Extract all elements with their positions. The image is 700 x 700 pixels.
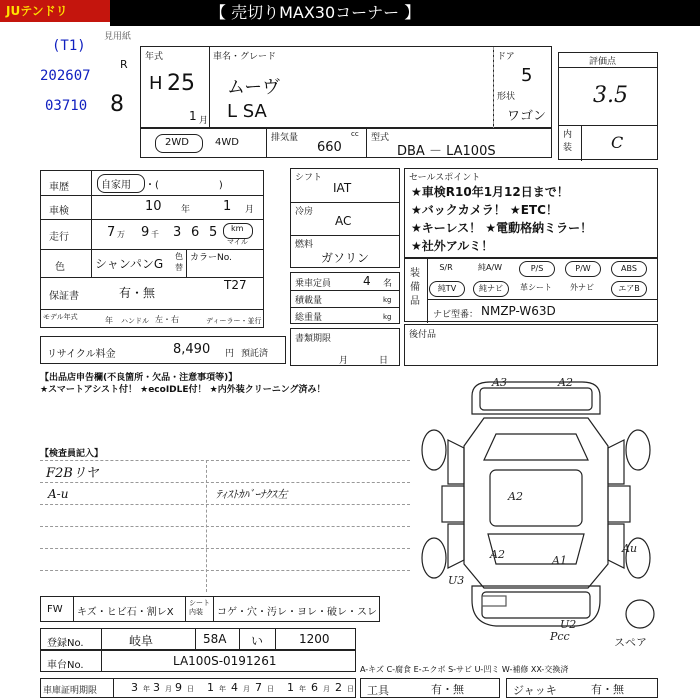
equip-airbag: エアB [611, 281, 647, 297]
recycle-block [40, 336, 286, 364]
sales-point-1: ★車検R10年1月12日まで！ [411, 185, 569, 199]
doc-deadline-label: 書類期限 [295, 334, 332, 344]
damage-mark-8: Pcc [550, 630, 570, 643]
top-info-block [140, 46, 552, 128]
color-code-label: カラーNo. [190, 253, 232, 263]
registration-number: 1200 [299, 632, 330, 646]
load-unit: kg [383, 296, 392, 304]
header-logo [0, 0, 110, 22]
spare-label: スペア [614, 636, 647, 646]
model-change-year: 年 [105, 316, 113, 325]
shift-label: シフト [295, 173, 323, 183]
history-label: 車歴 [49, 182, 69, 193]
damage-mark-2: A2 [558, 376, 573, 389]
mileage-d1: 7 [107, 225, 116, 240]
color-change: 色替 [175, 252, 183, 272]
nav-model-label: ナビ型番： [433, 310, 479, 320]
color-value: シャンパンG [95, 257, 164, 271]
aircon-value: AC [335, 214, 352, 228]
equip-alloy: 純A/W [477, 263, 503, 272]
mileage-d2: 9 [141, 225, 150, 240]
exhibit-notes-label: 【出品店申告欄(不良箇所・欠品・注意事項等)】 [40, 373, 238, 383]
cert-digit-3: 9 [175, 681, 182, 694]
color-label: 色 [55, 262, 65, 273]
cert-unit-9: 日 [347, 685, 354, 693]
history-rest: ・( ) [145, 180, 223, 191]
year-era: H [149, 73, 163, 94]
cert-digit-6: 7 [255, 681, 262, 694]
type-label: 型式 [371, 133, 390, 143]
jack-label: ジャッキ [513, 684, 557, 697]
recycle-value: 8,490 [173, 342, 211, 357]
seat-items: コゲ・穴・汚レ・ヨレ・破レ・スレ [217, 607, 377, 618]
equip-nav: 純ナビ [473, 281, 509, 297]
model-label: 車名・グレード [213, 52, 277, 62]
capacity-unit: 名 [383, 279, 393, 289]
cert-digit-7: 1 [287, 681, 294, 694]
cert-digit-5: 4 [231, 681, 238, 694]
recycle-note: 預託済 [241, 349, 269, 359]
shape-label: 形状 [497, 92, 516, 102]
inspection-month-unit: 月 [245, 205, 255, 215]
sales-point-3: ★キーレス！ ★電動格納ミラー！ [411, 221, 593, 235]
displacement-value: 660 [317, 140, 342, 155]
tools-value: 有・無 [431, 683, 464, 696]
weight-label: 総重量 [295, 313, 323, 323]
sales-point-2: ★バックカメラ！ ★ETC！ [411, 203, 558, 217]
mileage-unit-km: km [231, 224, 244, 233]
fw-row [40, 596, 380, 622]
handle-value: 左・右 [155, 315, 179, 324]
cert-unit-7: 年 [299, 685, 306, 693]
jack-box [506, 678, 658, 698]
inspection-label: 車検 [49, 206, 69, 217]
cert-unit-8: 月 [323, 685, 330, 693]
shift-value: IAT [333, 181, 352, 195]
model-change-label: モデル年式 [43, 313, 78, 321]
recycle-label: リサイクル料金 [47, 349, 116, 360]
chassis-label: 車台No. [47, 660, 84, 671]
sales-point-4: ★社外アルミ！ [411, 239, 494, 253]
year-month: 1 [189, 109, 197, 123]
fw-label: FW [47, 604, 63, 615]
shape-value: ワゴン [507, 109, 547, 124]
retrofit-label: 後付品 [409, 330, 437, 340]
exhibit-notes-line: ★スマートアシスト付！ ★ecoIDLE付！ ★内外装クリーニング済み！ [40, 385, 326, 395]
cert-digit-8: 6 [311, 681, 318, 694]
cert-digit-9: 2 [335, 681, 342, 694]
stub-text: 見用紙 [104, 32, 132, 42]
damage-mark-3: A2 [508, 490, 523, 503]
inspector-label: 【検査員記入】 [40, 449, 104, 459]
equip-sr: S/R [439, 263, 453, 272]
history-value: 自家用 [101, 180, 131, 191]
recycle-unit: 円 [225, 349, 235, 359]
inspector-note-2: A-u [48, 487, 69, 501]
cert-digit-1: 3 [131, 681, 138, 694]
damage-mark-7: U2 [560, 618, 577, 631]
interior-value: C [611, 133, 624, 152]
model-grade: L SA [227, 101, 267, 122]
drive-2wd: 2WD [165, 137, 189, 148]
retrofit-block [404, 324, 658, 366]
equip-tv: 純TV [429, 281, 465, 297]
fuel-label: 燃料 [295, 240, 314, 250]
lot-stub: R [120, 58, 128, 71]
nav-model-value: NMZP-W63D [481, 304, 556, 318]
registration-kana: い [251, 634, 264, 648]
cert-unit-3: 日 [187, 685, 194, 693]
damage-mark-4: A1 [552, 554, 567, 567]
damage-mark-5: A2 [490, 548, 505, 561]
color-code-block [186, 248, 264, 325]
mileage-u2: 千 [151, 230, 159, 239]
capacity-value: 4 [363, 274, 371, 288]
tools-box [360, 678, 500, 698]
fuel-value: ガソリン [321, 251, 370, 265]
inspection-year: 10 [145, 199, 162, 214]
drive-4wd: 4WD [215, 137, 239, 148]
inspection-month: 1 [223, 199, 232, 214]
registration-place: 岐阜 [129, 634, 154, 648]
equip-aftermarket-nav: 外ナビ [570, 283, 594, 292]
type-value: DBA － LA100S [397, 144, 496, 159]
registration-row [40, 628, 356, 650]
mileage-unit-mile: マイル [227, 238, 248, 246]
cert-unit-4: 年 [219, 685, 226, 693]
sales-points-block [404, 168, 658, 258]
displacement-label: 排気量 [271, 133, 299, 143]
chassis-value: LA100S-0191261 [173, 654, 277, 668]
cert-digit-4: 1 [207, 681, 214, 694]
doc-deadline-block [290, 328, 400, 366]
inspector-area [40, 460, 410, 592]
aircon-label: 冷房 [295, 207, 314, 217]
equip-pw: P/W [565, 261, 601, 277]
load-label: 積載量 [295, 296, 323, 306]
logo-text: JUテンドリ [6, 4, 68, 18]
displacement-unit: cc [351, 130, 359, 138]
equip-leather: 革シート [520, 283, 552, 292]
warranty-value: 有・無 [119, 286, 156, 300]
doc-deadline-month: 月 [339, 356, 349, 366]
lot-line-3: 03710 [45, 98, 88, 114]
cert-digit-2: 3 [153, 681, 160, 694]
score-label: 評価点 [589, 57, 617, 67]
equipment-label: 装備品 [410, 268, 420, 307]
interior-label: 内装 [563, 130, 573, 153]
score-value: 3.5 [593, 83, 628, 108]
cert-unit-6: 日 [267, 685, 274, 693]
warranty-label: 保証書 [49, 291, 79, 302]
model-name: ムーヴ [227, 77, 281, 98]
sales-points-label: セールスポイント [409, 173, 481, 183]
year-label: 年式 [145, 52, 164, 62]
weight-unit: kg [383, 313, 392, 321]
equip-abs: ABS [611, 261, 647, 277]
tools-label: 工具 [367, 684, 389, 697]
cert-label: 車庫証明期限 [43, 686, 98, 696]
page-title: 【 売切りMAX30コーナー 】 [210, 3, 421, 22]
damage-mark-6: U3 [448, 574, 465, 587]
damage-mark-1: A3 [492, 376, 507, 389]
car-damage-diagram [412, 374, 660, 646]
dealer-label: ディーラー・並行 [206, 317, 262, 325]
registration-label: 登録No. [47, 638, 84, 649]
jack-value: 有・無 [591, 683, 624, 696]
mileage-d5: 5 [209, 225, 218, 240]
year-value: 25 [167, 71, 195, 96]
lot-line-1: (T1) [52, 38, 86, 54]
doc-deadline-day: 日 [379, 356, 389, 366]
score-block [558, 52, 658, 160]
mileage-d3: 3 [173, 225, 182, 240]
chassis-row [40, 650, 356, 672]
inspector-note-1: F2Bリヤ [46, 466, 99, 481]
equipment-block [404, 258, 658, 322]
mileage-label: 走行 [49, 232, 69, 243]
cert-unit-5: 月 [243, 685, 250, 693]
fw-items: キズ・ヒビ石・割レX [77, 607, 174, 618]
header-title-bar [110, 0, 700, 26]
color-code: T27 [224, 278, 247, 292]
seat-label: シート内装 [189, 599, 210, 616]
damage-mark-9: Au [622, 542, 638, 555]
lane-digit: 8 [110, 92, 124, 117]
capacity-label: 乗車定員 [295, 279, 332, 289]
shift-block [290, 168, 400, 268]
garage-cert-row [40, 678, 356, 698]
year-month-unit: 月 [199, 116, 209, 126]
doors-value: 5 [521, 65, 533, 86]
drive-block [140, 128, 552, 158]
equip-ps: P/S [519, 261, 555, 277]
doors-label: ドア [497, 52, 515, 62]
cert-unit-1: 年 [143, 685, 150, 693]
registration-class: 58A [203, 632, 227, 646]
inspection-year-unit: 年 [181, 205, 191, 215]
damage-legend: A-キズ C-腐食 E-エクボ S-サビ U-凹ミ W-補修 XX-交換済 [360, 665, 569, 674]
mileage-u1: 万 [117, 230, 125, 239]
cert-unit-2: 月 [165, 685, 172, 693]
capacity-block [290, 272, 400, 324]
mileage-d4: 6 [191, 225, 200, 240]
lot-line-2: 202607 [40, 68, 91, 84]
handle-label: ハンドル [121, 317, 149, 325]
inspector-note-3: ﾃｨｽﾄｶﾊﾞｰﾅｸｽ左 [216, 488, 288, 501]
